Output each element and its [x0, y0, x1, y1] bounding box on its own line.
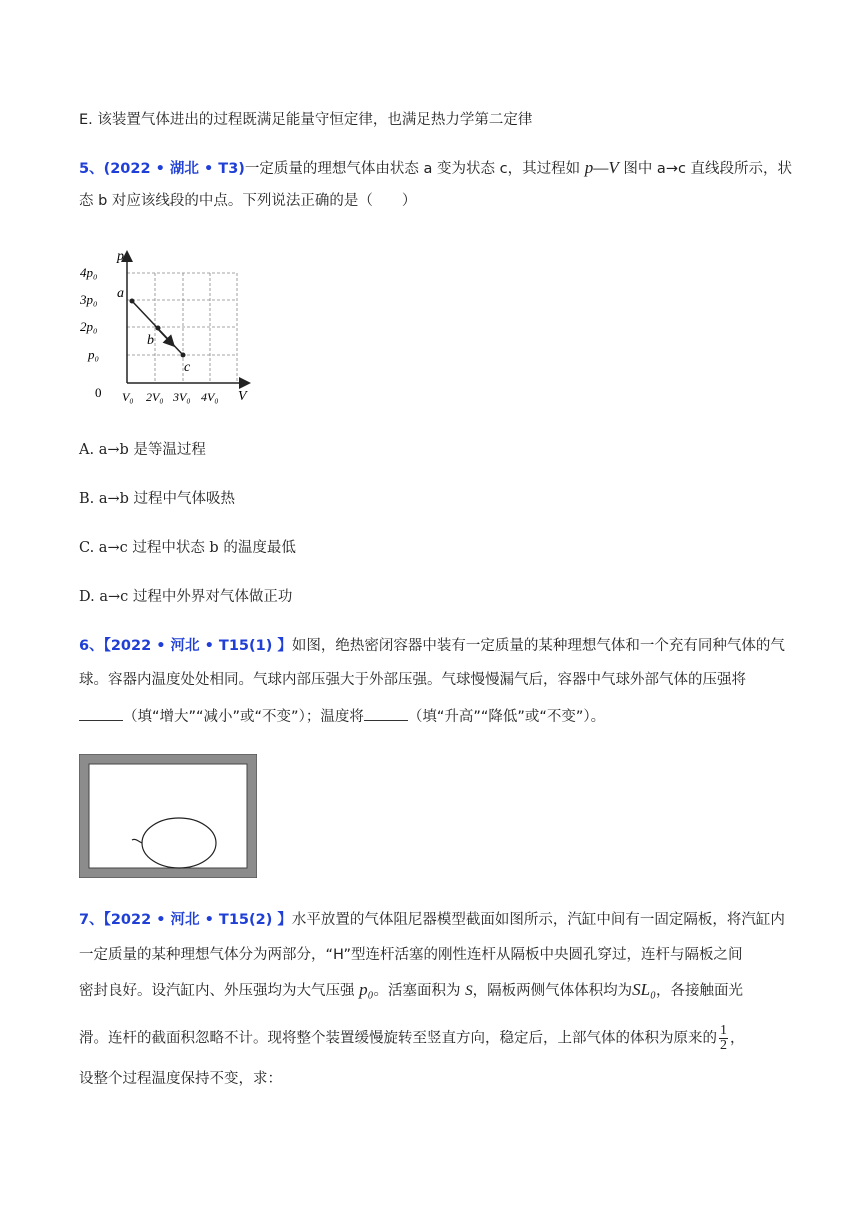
- point-a-label: a: [117, 286, 124, 301]
- q6-blank-1[interactable]: [79, 706, 123, 721]
- y-tick-3p0: 3p₀: [80, 292, 98, 307]
- balloon: [142, 818, 216, 868]
- q6-line-2: 球。容器内温度处处相同。气球内部压强大于外部压强。气球慢慢漏气后，容器中气球外部气体的压强将: [79, 672, 746, 688]
- x-tick-4v0: 4V₀: [201, 390, 219, 404]
- graph-grid: [127, 273, 237, 383]
- q7-math-sl0: SL₀: [632, 980, 657, 999]
- point-b-dot: [156, 326, 161, 331]
- point-b-label: b: [147, 333, 154, 348]
- x-tick-3v0: 3V₀: [173, 390, 191, 404]
- q7-text-3c: ，隔板两侧气体体积均为: [472, 983, 633, 999]
- q7-line-1: [79, 910, 785, 930]
- q5-option-c: C. a→c 过程中状态 b 的温度最低: [79, 540, 296, 556]
- q5-math-pv: p—V: [584, 158, 619, 177]
- q7-line-3: [79, 980, 743, 1001]
- q6-blank-2[interactable]: [364, 706, 408, 721]
- q7-line-5: 设整个过程温度保持不变，求：: [79, 1071, 282, 1087]
- pv-graph: [76, 245, 256, 405]
- q7-line-2: 一定质量的某种理想气体分为两部分，“H”型连杆活塞的刚性连杆从隔板中央圆孔穿过，连杆与隔板之间: [79, 947, 743, 963]
- frac-denominator: 2: [720, 1038, 727, 1053]
- q7-line-4: [79, 1024, 745, 1053]
- q6-line-1: [79, 636, 785, 656]
- origin-label: 0: [95, 385, 102, 400]
- q7-fraction-half: [719, 1024, 728, 1053]
- q6-text-3a: （填“增大”“减小”或“不变”）；温度将: [123, 709, 364, 725]
- q7-text-4b: ，: [730, 1030, 745, 1047]
- point-a-dot: [130, 299, 135, 304]
- q7-text-3d: ，各接触面光: [656, 983, 744, 999]
- q5-option-a: A. a→b 是等温过程: [79, 442, 206, 458]
- q6-number: 6、【2022 • 河北 • T15(1) 】: [79, 638, 292, 654]
- q5-text-1a: 一定质量的理想气体由状态 a 变为状态 c，其过程如: [244, 161, 585, 177]
- y-tick-p0: p₀: [88, 347, 100, 362]
- q7-number: 7、【2022 • 河北 • T15(2) 】: [79, 912, 292, 928]
- q5-option-b: B. a→b 过程中气体吸热: [79, 491, 236, 507]
- y-axis-label: p: [117, 249, 124, 264]
- q7-text-3a: 密封良好。设汽缸内、外压强均为大气压强: [79, 983, 360, 999]
- q7-text-3b: 。活塞面积为: [373, 983, 466, 999]
- frac-numerator: 1: [720, 1023, 727, 1038]
- q5-line-2: 态 b 对应该线段的中点。下列说法正确的是（ ）: [79, 193, 417, 209]
- q7-math-s: S: [465, 983, 473, 999]
- q7-math-p0: p₀: [359, 980, 374, 999]
- q6-text-1: 如图，绝热密闭容器中装有一定质量的某种理想气体和一个充有同种气体的气: [291, 638, 785, 654]
- q5-text-1b: 图中 a→c 直线段所示，状: [618, 161, 793, 177]
- point-c-label: c: [184, 360, 191, 375]
- q5-option-d: D. a→c 过程中外界对气体做正功: [79, 589, 293, 605]
- q7-text-4a: 滑。连杆的截面积忽略不计。现将整个装置缓慢旋转至竖直方向，稳定后，上部气体的体积为原来的: [79, 1030, 717, 1047]
- q6-text-3b: （填“升高”“降低”或“不变”）。: [407, 709, 606, 725]
- y-tick-2p0: 2p₀: [80, 319, 98, 334]
- x-axis-label: V: [238, 389, 247, 404]
- container-balloon-diagram: [79, 754, 257, 878]
- q5-line-1: [79, 158, 792, 179]
- x-tick-v0: V₀: [122, 390, 134, 404]
- y-tick-4p0: 4p₀: [80, 265, 98, 280]
- q5-number: 5、(2022 • 湖北 • T3): [79, 161, 245, 177]
- option-e: E. 该装置气体进出的过程既满足能量守恒定律，也满足热力学第二定律: [79, 112, 533, 128]
- point-c-dot: [181, 353, 186, 358]
- x-tick-2v0: 2V₀: [146, 390, 164, 404]
- q7-text-1: 水平放置的气体阻尼器模型截面如图所示，汽缸中间有一固定隔板，将汽缸内: [291, 912, 785, 928]
- q6-line-3: [79, 706, 605, 727]
